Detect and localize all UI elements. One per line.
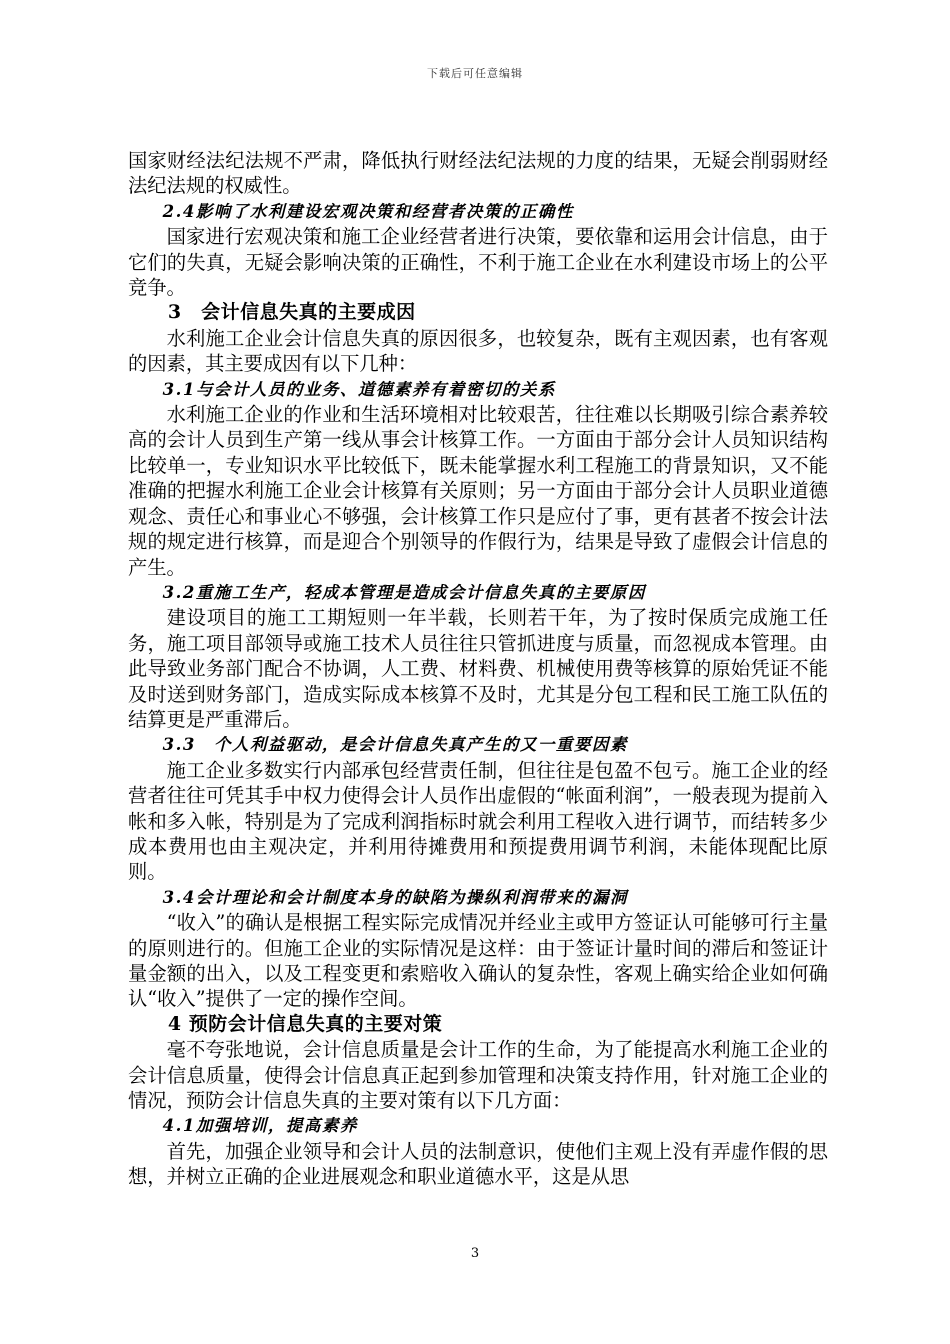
paragraph: 首先，加强企业领导和会计人员的法制意识，使他们主观上没有弄虚作假的思想，并树立正确的企业进展观念和职业道德水平，这是从思 xyxy=(128,1139,828,1189)
subsection-heading: 2.4影响了水利建设宏观决策和经营者决策的正确性 xyxy=(162,201,574,221)
paragraph: 建设项目的施工工期短则一年半载，长则若干年，为了按时保质完成施工任务，施工项目部领导或施工技术人员往往只管抓进度与质量，而忽视成本管理。由此导致业务部门配合不协调，人工费、材料费、机械使用费等核算的原始凭证不能及时送到财务部门，造成实际成本核算不及时，尤其是分包工程和民工施工队伍的结算更是严重滞后。 xyxy=(128,606,828,731)
subsection-heading: 4.1加强培训，提高素养 xyxy=(162,1116,358,1136)
paragraph: 国家进行宏观决策和施工企业经营者进行决策，要依靠和运用会计信息，由于它们的失真，无疑会影响决策的正确性，不利于施工企业在水利建设市场上的公平竞争。 xyxy=(128,225,828,300)
section-heading: 3 会计信息失真的主要成因 xyxy=(167,301,416,324)
section-heading: 4 预防会计信息失真的主要对策 xyxy=(167,1012,443,1035)
subsection-heading: 3.2重施工生产，轻成本管理是造成会计信息失真的主要原因 xyxy=(162,582,646,602)
paragraph: 水利施工企业会计信息失真的原因很多，也较复杂，既有主观因素，也有客观的因素，其主要成因有以下几种： xyxy=(128,326,828,376)
page-number: 3 xyxy=(470,1246,480,1261)
page-header: 下载后可任意编辑 xyxy=(427,67,523,80)
subsection-heading: 3.4会计理论和会计制度本身的缺陷为操纵利润带来的漏洞 xyxy=(162,887,628,907)
paragraph: 毫不夸张地说，会计信息质量是会计工作的生命，为了能提高水利施工企业的会计信息质量，使得会计信息真正起到参加管理和决策支持作用，针对施工企业的情况，预防会计信息失真的主要对策有以下几方面： xyxy=(128,1038,828,1113)
subsection-heading: 3.1与会计人员的业务、道德素养有着密切的关系 xyxy=(162,379,556,399)
document-body xyxy=(128,148,828,1190)
paragraph: “收入”的确认是根据工程实际完成情况并经业主或甲方签证认可能够可行主量的原则进行的。但施工企业的实际情况是这样：由于签证计量时间的滞后和签证计量金额的出入，以及工程变更和索赔收入确认的复杂性，客观上确实给企业如何确认“收入”提供了一定的操作空间。 xyxy=(128,911,828,1011)
paragraph: 施工企业多数实行内部承包经营责任制，但往往是包盈不包亏。施工企业的经营者往往可凭其手中权力使得会计人员作出虚假的“帐面利润”，一般表现为提前入帐和多入帐，特别是为了完成利润指标时就会利用工程收入进行调节，而结转多少成本费用也由主观决定，并利用待摊费用和预提费用调节利润，未能体现配比原则。 xyxy=(128,758,828,884)
paragraph: 水利施工企业的作业和生活环境相对比较艰苦，往往难以长期吸引综合素养较高的会计人员到生产第一线从事会计核算工作。一方面由于部分会计人员知识结构比较单一，专业知识水平比较低下，既未能掌握水利工程施工的背景知识，又不能准确的把握水利施工企业会计核算有关原则；另一方面由于部分会计人员职业道德观念、责任心和事业心不够强，会计核算工作只是应付了事，更有甚者不按会计法规的规定进行核算，而是迎合个别领导的作假行为，结果是导致了虚假会计信息的产生。 xyxy=(128,403,828,579)
subsection-heading: 3.3 个人利益驱动，是会计信息失真产生的又一重要因素 xyxy=(162,735,628,755)
paragraph: 国家财经法纪法规不严肃，降低执行财经法纪法规的力度的结果，无疑会削弱财经法纪法规的权威性。 xyxy=(128,149,828,198)
